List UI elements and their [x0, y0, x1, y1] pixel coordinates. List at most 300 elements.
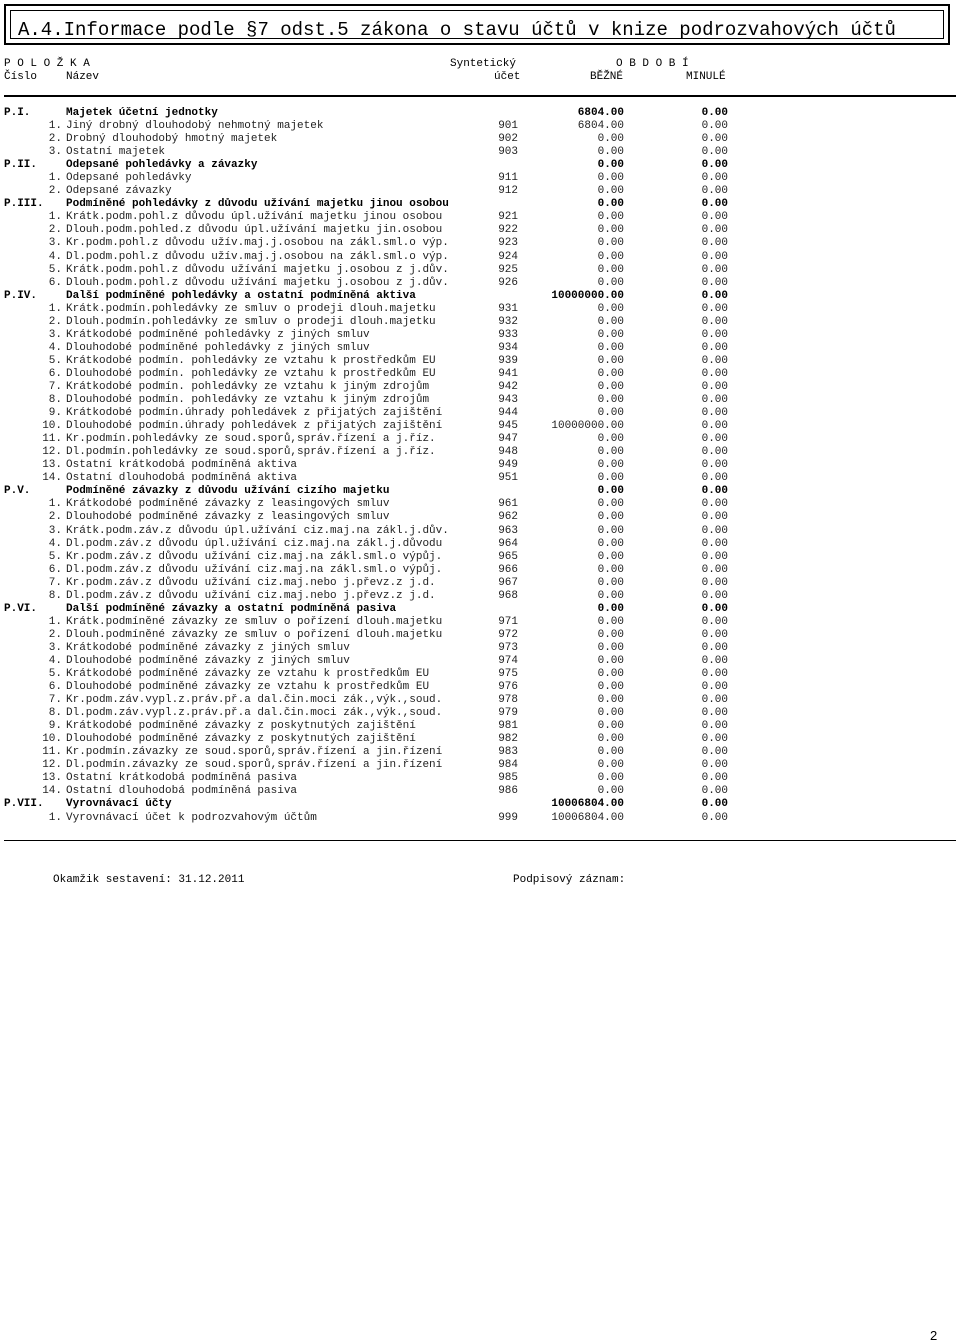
row-name: Kr.podm.pohl.z důvodu užív.maj.j.osobou na zákl.sml.o výp.	[66, 237, 449, 250]
row-previous: 0.00	[701, 785, 728, 798]
row-name: Dlouhodobé podmín.úhrady pohledávek z přijatých zajištění	[66, 420, 443, 433]
row-previous: 0.00	[701, 146, 728, 159]
row-name: Krátk.podmíněné závazky ze smluv o pořízení dlouh.majetku	[66, 615, 443, 628]
row-account: 942	[498, 380, 518, 393]
row-number: 14.	[42, 785, 62, 798]
row-previous: 0.00	[701, 681, 728, 694]
table-row	[0, 720, 960, 733]
row-account: 982	[498, 733, 518, 746]
section-row	[0, 159, 960, 172]
row-name: Krátk.podm.pohl.z důvodu úpl.užívání majetku jinou osobou	[66, 211, 443, 224]
row-account: 983	[498, 746, 518, 759]
row-current: 0.00	[597, 498, 624, 511]
table-row	[0, 642, 960, 655]
row-account: 947	[498, 433, 518, 446]
table-row	[0, 172, 960, 185]
row-previous: 0.00	[701, 224, 728, 237]
row-previous: 0.00	[701, 485, 728, 498]
row-account: 923	[498, 237, 518, 250]
row-previous: 0.00	[701, 811, 728, 824]
row-code: P.I.	[4, 107, 31, 119]
table-row	[0, 303, 960, 316]
row-number: 6.	[48, 563, 62, 576]
row-name: Krátk.podm.záv.z důvodu úpl.užívání ciz.maj.na zákl.j.dův.	[66, 524, 449, 537]
row-current: 0.00	[597, 511, 624, 524]
row-current: 10006804.00	[551, 811, 624, 824]
table-row	[0, 538, 960, 551]
row-previous: 0.00	[701, 550, 728, 563]
row-account: 903	[498, 146, 518, 159]
row-previous: 0.00	[701, 694, 728, 707]
table-row	[0, 511, 960, 524]
row-number: 2.	[48, 133, 62, 146]
report-title-box	[4, 4, 950, 45]
row-previous: 0.00	[701, 302, 728, 315]
row-previous: 0.00	[701, 615, 728, 628]
row-number: 1.	[48, 211, 62, 224]
row-number: 13.	[42, 459, 62, 472]
row-number: 7.	[48, 380, 62, 393]
row-account: 925	[498, 263, 518, 276]
row-current: 0.00	[597, 394, 624, 407]
row-number: 1.	[48, 498, 62, 511]
row-name: Dl.podm.záv.z důvodu úpl.užívání ciz.maj.na zákl.j.důvodu	[66, 537, 443, 550]
row-number: 2.	[48, 511, 62, 524]
row-current: 10000000.00	[551, 289, 624, 302]
row-current: 0.00	[597, 354, 624, 367]
row-name: Drobný dlouhodobý hmotný majetek	[66, 133, 278, 146]
row-name: Dl.podm.záv.vypl.z.práv.př.a dal.čin.moci zák.,výk.,soud.	[66, 707, 443, 720]
section-row	[0, 798, 960, 811]
row-number: 1.	[48, 615, 62, 628]
row-name: Dlouhodobé podmíněné závazky z poskytnutých zajištění	[66, 733, 416, 746]
table-row	[0, 120, 960, 133]
row-current: 0.00	[597, 707, 624, 720]
row-number: 12.	[42, 759, 62, 772]
row-code: P.V.	[4, 485, 31, 498]
row-name: Krátk.podm.pohl.z důvodu užívání majetku j.osobou z j.dův.	[66, 263, 449, 276]
row-current: 0.00	[597, 733, 624, 746]
row-name: Vyrovnávací účet k podrozvahovým účtům	[66, 811, 317, 824]
row-number: 4.	[48, 654, 62, 667]
header-obdobi: O B D O B Í	[616, 58, 689, 70]
row-current: 0.00	[597, 550, 624, 563]
table-row	[0, 590, 960, 603]
header-synteticky: Syntetický	[450, 58, 517, 70]
row-name: Dl.podm.záv.z důvodu užívání ciz.maj.nebo j.převz.z j.d.	[66, 589, 436, 602]
table-row	[0, 812, 960, 825]
row-current: 0.00	[597, 276, 624, 289]
row-previous: 0.00	[701, 276, 728, 289]
row-account: 926	[498, 276, 518, 289]
table-row	[0, 616, 960, 629]
row-current: 0.00	[597, 133, 624, 146]
row-current: 0.00	[597, 198, 624, 211]
row-name: Další podmíněné závazky a ostatní podmíněná pasiva	[66, 602, 397, 615]
row-current: 6804.00	[577, 120, 624, 133]
row-number: 11.	[42, 433, 62, 446]
table-row	[0, 329, 960, 342]
row-number: 10.	[42, 420, 62, 433]
table-row	[0, 525, 960, 538]
row-number: 6.	[48, 276, 62, 289]
row-name: Dlouhodobé podmíněné závazky z jiných smluv	[66, 654, 350, 667]
row-current: 0.00	[597, 237, 624, 250]
report-title: A.4.Informace podle §7 odst.5 zákona o stavu účtů v knize podrozvahových účtů	[18, 19, 896, 41]
row-account: 978	[498, 694, 518, 707]
row-previous: 0.00	[701, 198, 728, 211]
row-current: 0.00	[597, 720, 624, 733]
row-name: Dlouh.podm.pohled.z důvodu úpl.užívání majetku jin.osobou	[66, 224, 443, 237]
row-name: Dlouhodobé podmín. pohledávky ze vztahu k prostředkům EU	[66, 367, 436, 380]
row-current: 0.00	[597, 563, 624, 576]
table-row	[0, 446, 960, 459]
row-previous: 0.00	[701, 654, 728, 667]
row-number: 1.	[48, 811, 62, 824]
row-name: Dlouh.podm.pohl.z důvodu užívání majetku j.osobou z j.dův.	[66, 276, 449, 289]
row-name: Krátk.podmín.pohledávky ze smluv o prodeji dlouh.majetku	[66, 302, 436, 315]
table-row	[0, 772, 960, 785]
row-previous: 0.00	[701, 641, 728, 654]
row-name: Kr.podm.záv.z důvodu užívání ciz.maj.na zákl.sml.o výpůj.	[66, 550, 443, 563]
row-current: 6804.00	[577, 107, 624, 119]
header-cislo: Číslo	[4, 71, 38, 83]
table-row	[0, 577, 960, 590]
row-previous: 0.00	[701, 798, 728, 811]
row-code: P.II.	[4, 159, 38, 172]
row-account: 976	[498, 681, 518, 694]
row-name: Dlouhodobé podmíněné pohledávky z jiných smluv	[66, 341, 370, 354]
row-account: 981	[498, 720, 518, 733]
page-number: 2	[930, 1328, 938, 1343]
table-row	[0, 316, 960, 329]
header-polozka: P O L O Ž K A	[4, 58, 90, 70]
row-previous: 0.00	[701, 380, 728, 393]
table-bottom-rule	[4, 840, 956, 841]
section-row	[0, 290, 960, 303]
row-current: 0.00	[597, 302, 624, 315]
row-number: 9.	[48, 720, 62, 733]
row-name: Krátkodobé podmíněné závazky z leasingových smluv	[66, 498, 390, 511]
row-account: 951	[498, 472, 518, 485]
row-code: P.III.	[4, 198, 44, 211]
row-previous: 0.00	[701, 759, 728, 772]
row-number: 7.	[48, 694, 62, 707]
row-current: 0.00	[597, 485, 624, 498]
row-previous: 0.00	[701, 511, 728, 524]
row-previous: 0.00	[701, 733, 728, 746]
table-row	[0, 733, 960, 746]
row-account: 943	[498, 394, 518, 407]
row-number: 4.	[48, 537, 62, 550]
row-account: 944	[498, 407, 518, 420]
row-previous: 0.00	[701, 524, 728, 537]
row-account: 962	[498, 511, 518, 524]
row-number: 12.	[42, 446, 62, 459]
row-previous: 0.00	[701, 433, 728, 446]
table-row	[0, 211, 960, 224]
row-number: 1.	[48, 172, 62, 185]
row-previous: 0.00	[701, 107, 728, 119]
row-name: Krátkodobé podmín.úhrady pohledávek z přijatých zajištění	[66, 407, 443, 420]
row-previous: 0.00	[701, 289, 728, 302]
row-account: 972	[498, 628, 518, 641]
section-row	[0, 198, 960, 211]
row-name: Krátkodobé podmíněné závazky z poskytnutých zajištění	[66, 720, 416, 733]
row-number: 1.	[48, 302, 62, 315]
row-current: 0.00	[597, 472, 624, 485]
header-rule	[4, 95, 956, 97]
row-number: 5.	[48, 550, 62, 563]
row-account: 966	[498, 563, 518, 576]
row-name: Kr.podm.záv.vypl.z.práv.př.a dal.čin.moci zák.,výk.,soud.	[66, 694, 443, 707]
row-account: 968	[498, 589, 518, 602]
row-account: 922	[498, 224, 518, 237]
row-account: 975	[498, 668, 518, 681]
table-row	[0, 498, 960, 511]
table-row	[0, 746, 960, 759]
footer-timestamp: Okamžik sestavení: 31.12.2011	[53, 874, 245, 886]
row-current: 0.00	[597, 589, 624, 602]
row-code: P.VI.	[4, 602, 38, 615]
row-number: 4.	[48, 250, 62, 263]
row-current: 0.00	[597, 746, 624, 759]
section-row	[0, 485, 960, 498]
row-previous: 0.00	[701, 746, 728, 759]
row-number: 5.	[48, 263, 62, 276]
row-current: 0.00	[597, 576, 624, 589]
row-current: 0.00	[597, 328, 624, 341]
row-current: 0.00	[597, 367, 624, 380]
row-previous: 0.00	[701, 315, 728, 328]
row-previous: 0.00	[701, 472, 728, 485]
table-row	[0, 277, 960, 290]
row-name: Vyrovnávací účty	[66, 798, 172, 811]
row-current: 0.00	[597, 315, 624, 328]
row-previous: 0.00	[701, 589, 728, 602]
row-current: 0.00	[597, 537, 624, 550]
row-current: 0.00	[597, 433, 624, 446]
row-previous: 0.00	[701, 576, 728, 589]
row-name: Dl.podmín.závazky ze soud.sporů,správ.řízení a jin.řízení	[66, 759, 443, 772]
row-current: 0.00	[597, 524, 624, 537]
row-previous: 0.00	[701, 668, 728, 681]
header-ucet: účet	[494, 71, 521, 83]
row-name: Podmíněné pohledávky z důvodu užívání majetku jinou osobou	[66, 198, 449, 211]
row-number: 13.	[42, 772, 62, 785]
row-current: 0.00	[597, 250, 624, 263]
row-number: 2.	[48, 628, 62, 641]
row-account: 949	[498, 459, 518, 472]
table-row	[0, 368, 960, 381]
row-previous: 0.00	[701, 159, 728, 172]
row-current: 0.00	[597, 263, 624, 276]
row-current: 10006804.00	[551, 798, 624, 811]
row-account: 911	[498, 172, 518, 185]
row-previous: 0.00	[701, 628, 728, 641]
row-current: 0.00	[597, 341, 624, 354]
row-previous: 0.00	[701, 341, 728, 354]
table-row	[0, 668, 960, 681]
row-number: 5.	[48, 668, 62, 681]
table-row	[0, 655, 960, 668]
row-name: Odepsané závazky	[66, 185, 172, 198]
table-row	[0, 394, 960, 407]
row-current: 0.00	[597, 628, 624, 641]
row-name: Ostatní dlouhodobá podmíněná aktiva	[66, 472, 298, 485]
table-row	[0, 759, 960, 772]
row-name: Dlouh.podmín.pohledávky ze smluv o prodeji dlouh.majetku	[66, 315, 436, 328]
row-current: 0.00	[597, 172, 624, 185]
row-account: 999	[498, 811, 518, 824]
row-current: 0.00	[597, 668, 624, 681]
row-account: 901	[498, 120, 518, 133]
row-account: 902	[498, 133, 518, 146]
row-name: Krátkodobé podmíněné závazky ze vztahu k prostředkům EU	[66, 668, 430, 681]
footer-signature: Podpisový záznam:	[513, 874, 626, 886]
row-number: 9.	[48, 407, 62, 420]
row-current: 0.00	[597, 759, 624, 772]
row-current: 0.00	[597, 146, 624, 159]
row-name: Kr.podm.záv.z důvodu užívání ciz.maj.nebo j.převz.z j.d.	[66, 576, 436, 589]
table-row	[0, 381, 960, 394]
row-name: Dlouh.podmíněné závazky ze smluv o pořízení dlouh.majetku	[66, 628, 443, 641]
row-account: 979	[498, 707, 518, 720]
row-number: 3.	[48, 146, 62, 159]
row-previous: 0.00	[701, 707, 728, 720]
table-row	[0, 629, 960, 642]
table-row	[0, 707, 960, 720]
table-row	[0, 785, 960, 798]
row-name: Kr.podmín.pohledávky ze soud.sporů,správ.řízení a j.říz.	[66, 433, 436, 446]
section-row	[0, 603, 960, 616]
table-row	[0, 551, 960, 564]
table-row	[0, 564, 960, 577]
row-name: Krátkodobé podmín. pohledávky ze vztahu k jiným zdrojům	[66, 380, 430, 393]
row-current: 0.00	[597, 446, 624, 459]
row-number: 5.	[48, 354, 62, 367]
row-number: 6.	[48, 367, 62, 380]
header-minule: MINULÉ	[686, 71, 726, 83]
row-account: 986	[498, 785, 518, 798]
row-name: Odepsané pohledávky	[66, 172, 192, 185]
row-previous: 0.00	[701, 367, 728, 380]
row-previous: 0.00	[701, 394, 728, 407]
row-number: 14.	[42, 472, 62, 485]
row-previous: 0.00	[701, 263, 728, 276]
row-name: Jiný drobný dlouhodobý nehmotný majetek	[66, 120, 324, 133]
row-current: 0.00	[597, 380, 624, 393]
row-current: 0.00	[597, 224, 624, 237]
row-previous: 0.00	[701, 498, 728, 511]
header-nazev: Název	[66, 71, 100, 83]
row-number: 3.	[48, 237, 62, 250]
row-current: 0.00	[597, 407, 624, 420]
table-row	[0, 342, 960, 355]
row-code: P.VII.	[4, 798, 44, 811]
row-number: 6.	[48, 681, 62, 694]
row-name: Ostatní krátkodobá podmíněná aktiva	[66, 459, 298, 472]
row-number: 1.	[48, 120, 62, 133]
row-account: 934	[498, 341, 518, 354]
table-row	[0, 251, 960, 264]
row-account: 912	[498, 185, 518, 198]
row-name: Dl.podm.pohl.z důvodu užív.maj.j.osobou na zákl.sml.o výp.	[66, 250, 449, 263]
row-number: 8.	[48, 394, 62, 407]
row-account: 961	[498, 498, 518, 511]
row-previous: 0.00	[701, 237, 728, 250]
row-previous: 0.00	[701, 720, 728, 733]
row-current: 0.00	[597, 459, 624, 472]
section-row	[0, 107, 960, 120]
row-name: Majetek účetní jednotky	[66, 107, 218, 119]
row-account: 964	[498, 537, 518, 550]
row-name: Dl.podmín.pohledávky ze soud.sporů,správ.řízení a j.říz.	[66, 446, 436, 459]
row-number: 3.	[48, 328, 62, 341]
row-account: 945	[498, 420, 518, 433]
row-account: 921	[498, 211, 518, 224]
row-name: Ostatní dlouhodobá podmíněná pasiva	[66, 785, 298, 798]
row-name: Odepsané pohledávky a závazky	[66, 159, 258, 172]
row-number: 3.	[48, 641, 62, 654]
row-current: 0.00	[597, 159, 624, 172]
row-account: 931	[498, 302, 518, 315]
table-row	[0, 681, 960, 694]
row-current: 0.00	[597, 785, 624, 798]
row-current: 0.00	[597, 615, 624, 628]
row-account: 971	[498, 615, 518, 628]
row-number: 8.	[48, 707, 62, 720]
row-number: 10.	[42, 733, 62, 746]
row-name: Dlouhodobé podmíněné závazky z leasingových smluv	[66, 511, 390, 524]
row-current: 0.00	[597, 654, 624, 667]
row-name: Kr.podmín.závazky ze soud.sporů,správ.řízení a jin.řízení	[66, 746, 443, 759]
row-account: 963	[498, 524, 518, 537]
row-number: 7.	[48, 576, 62, 589]
row-previous: 0.00	[701, 772, 728, 785]
row-name: Další podmíněné pohledávky a ostatní podmíněná aktiva	[66, 289, 416, 302]
row-name: Podmíněné závazky z důvodu užívání cizího majetku	[66, 485, 390, 498]
row-number: 2.	[48, 315, 62, 328]
row-previous: 0.00	[701, 459, 728, 472]
table-row	[0, 133, 960, 146]
row-previous: 0.00	[701, 354, 728, 367]
row-current: 0.00	[597, 602, 624, 615]
table-row	[0, 407, 960, 420]
row-number: 3.	[48, 524, 62, 537]
row-previous: 0.00	[701, 446, 728, 459]
row-name: Ostatní majetek	[66, 146, 166, 159]
row-account: 985	[498, 772, 518, 785]
row-previous: 0.00	[701, 172, 728, 185]
table-row	[0, 472, 960, 485]
row-account: 984	[498, 759, 518, 772]
row-previous: 0.00	[701, 120, 728, 133]
row-current: 0.00	[597, 681, 624, 694]
row-current: 0.00	[597, 185, 624, 198]
row-account: 973	[498, 641, 518, 654]
row-previous: 0.00	[701, 407, 728, 420]
table-row	[0, 694, 960, 707]
row-current: 0.00	[597, 772, 624, 785]
row-current: 0.00	[597, 694, 624, 707]
row-current: 0.00	[597, 211, 624, 224]
table-row	[0, 420, 960, 433]
table-row	[0, 264, 960, 277]
report-table	[0, 107, 960, 825]
row-previous: 0.00	[701, 420, 728, 433]
row-previous: 0.00	[701, 250, 728, 263]
